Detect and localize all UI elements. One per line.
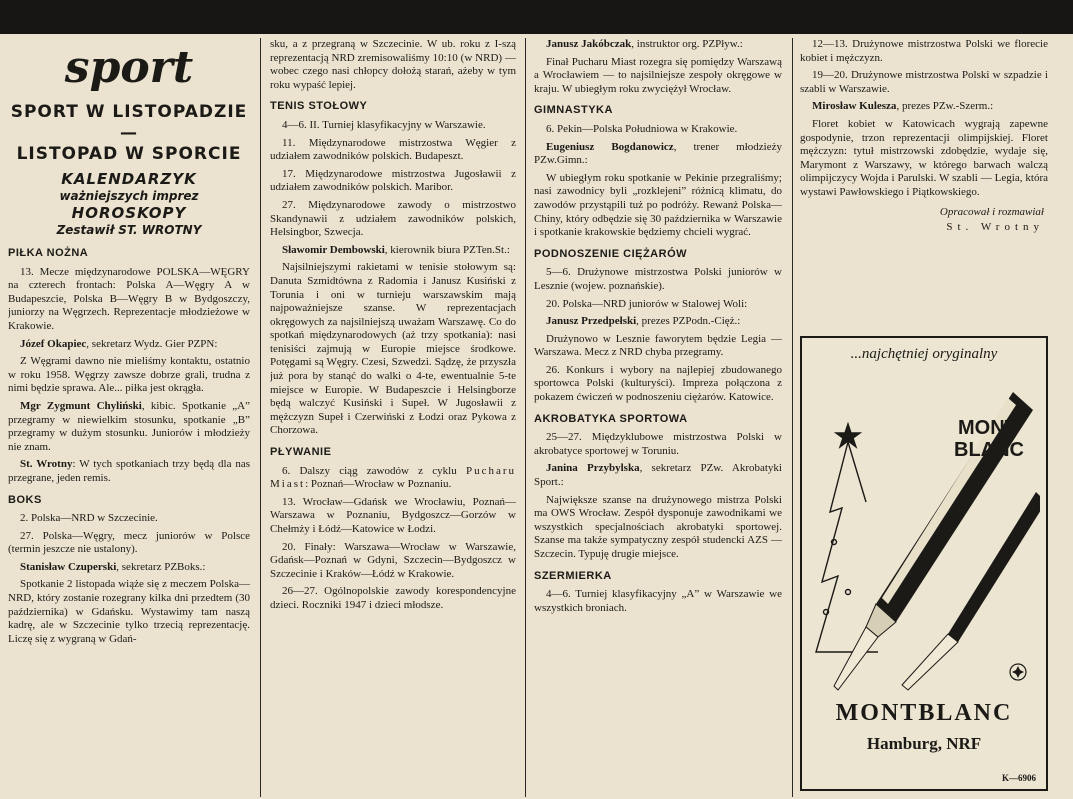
- paragraph: 26—27. Ogólnopolskie zawody korespondencyjne dzieci. Roczniki 1947 i dzieci młodsze.: [270, 585, 516, 611]
- paragraph: 20. Finały: Warszawa—Wrocław w Warszawie, Gdańsk—Poznań w Gdyni, Szczecin—Bydgoszcz w Szczecinie i Kraków—Łódź w Krakowie.: [270, 540, 516, 580]
- paragraph: 13. Wrocław—Gdańsk we Wrocławiu, Poznań—Warszawa w Poznaniu, Bydgoszcz—Gorzów w Chełmży i Łódź—Katowice w Łodzi.: [270, 495, 516, 535]
- paragraph: Najsilniejszymi rakietami w tenisie stołowym są: Danuta Szmidtówna z Radomia i Janusz Kusiński z Torunia i oni w turnieju warszawskim mają najpoważniejsze szanse. W reprezentacjach okręgowych za najsilniejszą uważam Warszawę. Co do spotkań międzynarodowych (aż trzy spotkania): nasi tenisiści zajmują w Europie miejsce środkowe. Potęgami są Węgry. Czesi, Szwedzi. Sądzę, że przyszła już pora by stanąć do walki o 4-te, ewentualnie 5-te miejsce w Europie. W Budapeszcie i Helsingborze będą walczyć Kusiński i Supeł. W Jugosławii z mężczyzn Supeł i Czerwiński z Łodzi oraz Pykowa z Chorzowa.: [270, 261, 516, 437]
- pen-illustration: [808, 372, 1040, 694]
- speaker-role: , sekretarz PZw. Akrobatyki Sport.:: [534, 462, 782, 489]
- speaker-quote: : W tych spotkaniach trzy będą dla nas przegrane, jeden remis.: [8, 458, 250, 484]
- speaker-role: , kierownik biura PZTen.St.:: [384, 243, 510, 256]
- paragraph: 6. Pekin—Polska Południowa w Krakowie.: [546, 122, 738, 135]
- top-black-bar: [0, 0, 1073, 34]
- column-rule: [792, 38, 793, 797]
- paragraph: Floret kobiet w Katowicach wygrają zapewne gospodynie, trzon reprezentacji olimpijskiej. Floret mężczyzn: tytuł mistrzowski zdobędzie, wydaje się, Marymont z Warszawy, w którego barwach walczą olimpijczycy Wojda i Parulski. W szabli — Legia, która wystawi Pawłowskiego i Piątkowskiego.: [800, 117, 1048, 198]
- paragraph: 5—6. Drużynowe mistrzostwa Polski juniorów w Lesznie (wojew. poznańskie).: [534, 266, 782, 292]
- paragraph: [534, 141, 782, 168]
- paragraph: W ubiegłym roku spotkanie w Pekinie przegraliśmy; nasi zawodnicy byli „rozklejeni” różnicą klimatu, do zawodów przystąpili tuż po podróży. Rewanż Polska—Chiny, który odbędzie się 30 października w Warszawie i spotkanie krakowskie będziemy chcieli wygrać.: [534, 171, 782, 239]
- paragraph: 13. Mecze międzynarodowe POLSKA—WĘGRY na czterech frontach: Polska A—Węgry A w Budapeszcie, Polska B—Węgry B w Bydgoszczy, juniorzy na Węgrzech. Reprezentacje młodzieżowe w Krakowie.: [8, 265, 250, 332]
- speaker-role: , instruktor org. PZPływ.:: [631, 38, 743, 50]
- paragraph: 19—20. Drużynowe mistrzostwa Polski w szpadzie i szabli w Warszawie.: [800, 69, 1048, 95]
- paragraph: 17. Międzynarodowe mistrzostwa Jugosławii z udziałem zawodników polskich. Maribor.: [270, 167, 516, 194]
- section-heading: PODNOSZENIE CIĘŻARÓW: [534, 247, 688, 260]
- tree-icon: [816, 424, 878, 652]
- speaker-quote: , kibic. Spotkanie „A” przegramy w niewielkim stosunku, spotkanie „B” przegramy w dużym stosunku. Juniorów i młodzieży nie znam.: [8, 399, 250, 453]
- speaker-role: , trener młodzieży PZw.Gimn.:: [534, 140, 782, 167]
- paragraph: 11. Międzynarodowe mistrzostwa Węgier z udziałem zawodników polskich. Budapeszt.: [270, 136, 516, 163]
- speaker-name: Janina Przybylska: [546, 462, 640, 475]
- section-heading: BOKS: [8, 493, 42, 506]
- ad-city: Hamburg, NRF: [866, 734, 982, 753]
- speaker-name: Janusz Jakóbczak: [546, 38, 632, 50]
- author-signature: St. Wrotny: [946, 221, 1044, 234]
- column-1: [8, 38, 250, 797]
- speaker-name: Józef Okapiec: [20, 337, 87, 350]
- sport-logo: sport: [64, 42, 194, 93]
- paragraph: Spotkanie 2 listopada wiąże się z meczem Polska—NRD, który zostanie rozegrany kilka dni przedtem (30 października) w Gdańsku. Wystawimy tam naszą kadrę, ale w Szczecinie tylko trzecią reprezentację. Liczę się z wygraną w Gdań-: [8, 578, 250, 645]
- text-run: 6. Dalszy ciąg zawodów z cyklu: [282, 464, 466, 477]
- column-2: [270, 38, 516, 797]
- text-run: : Poznań—Wrocław w Poznaniu.: [305, 478, 452, 491]
- paragraph: Drużynowo w Lesznie faworytem będzie Legia — Warszawa. Mecz z NRD chyba przegramy.: [534, 332, 782, 359]
- author-credit: Opracował i rozmawiał: [939, 205, 1044, 218]
- paragraph: sku, a z przegraną w Szczecinie. W ub. roku z I-szą reprezentacją NRD zremisowaliśmy 10:10 (w NRD) — wobec czego nasi chłopcy dołożą starań, ażeby w tym roku wypaść lepiej.: [270, 38, 516, 91]
- section-heading: TENIS STOŁOWY: [270, 100, 368, 113]
- paragraph: 26. Konkurs i wybory na najlepiej zbudowanego sportowca Polski (kulturyści). Impreza połączona z pokazem ćwiczeń w podnoszeniu ciężarów. Katowice.: [534, 363, 782, 404]
- column-3: [534, 38, 782, 797]
- paragraph: [534, 38, 782, 52]
- paragraph: 12—13. Drużynowe mistrzostwa Polski we florecie kobiet i mężczyzn.: [800, 38, 1048, 64]
- pen-brand-line-1: MONT: [958, 417, 1017, 439]
- speaker-name: Mirosław Kulesza: [812, 100, 897, 113]
- paragraph: 4—6. Turniej klasyfikacyjny „A” w Warszawie we wszystkich broniach.: [534, 588, 782, 614]
- section-heading: SZERMIERKA: [534, 569, 612, 582]
- paragraph: Największe szanse na drużynowego mistrza Polski ma OWS Wrocław. Zespół dysponuje zawodnikami we wszystkich specjalnościach akrobatyki sportowej. Szanse ma także sympatyczny zespół studencki AZS — Szczecin. Typuję drugie miejsce.: [534, 493, 782, 560]
- paragraph: [800, 100, 1048, 114]
- pen-icon: [902, 492, 1040, 690]
- paragraph: [270, 244, 516, 258]
- headline-line-2: LISTOPAD W SPORCIE: [16, 144, 242, 164]
- subtitle-kalendarzyk: KALENDARZYK: [61, 170, 197, 188]
- speaker-name: Mgr Zygmunt Chyliński: [20, 399, 142, 412]
- paragraph: 27. Międzynarodowe zawody o mistrzostwo Skandynawii z udziałem zawodników polskich, Helsingbor, Szwecja.: [270, 198, 516, 239]
- paragraph: 4—6. II. Turniej klasyfikacyjny w Warszawie.: [282, 118, 486, 131]
- column-rule: [525, 38, 526, 797]
- ad-tagline: ...najchętniej oryginalny: [850, 346, 998, 362]
- paragraph: Finał Pucharu Miast rozegra się pomiędzy Warszawą a Wrocławiem — to najsilniejsze zespoły okręgowe w kraju. W ubiegłym roku zwyciężył Wrocław.: [534, 55, 782, 95]
- paragraph: [270, 465, 516, 492]
- speaker-role: , sekretarz PZBoks.:: [116, 560, 206, 573]
- section-heading: PŁYWANIE: [270, 446, 332, 459]
- paragraph: [8, 561, 250, 575]
- section-heading: GIMNASTYKA: [534, 104, 613, 117]
- paragraph: Z Węgrami dawno nie mieliśmy kontaktu, ostatnio w roku 1958. Węgrzy zawsze dobrze grali, trudna z nimi będzie sprawa. Ale... piłka jest okrągła.: [8, 355, 250, 395]
- column-rule: [260, 38, 261, 797]
- ad-code: K—6906: [1001, 773, 1036, 783]
- speaker-role: , prezes PZPodn.-Cięż.:: [636, 315, 741, 328]
- speaker-name: St. Wrotny: [20, 458, 73, 471]
- speaker-name: Janusz Przedpełski: [546, 315, 637, 328]
- headline-line-1: SPORT W LISTOPADZIE —: [10, 102, 248, 143]
- paragraph: 20. Polska—NRD juniorów w Stalowej Woli:: [546, 297, 748, 310]
- spaced-text: Pucharu Miast: [270, 464, 516, 491]
- paragraph: 25—27. Międzyklubowe mistrzostwa Polski w akrobatyce sportowej w Toruniu.: [534, 431, 782, 457]
- paragraph: 27. Polska—Węgry, mecz juniorów w Polsce (termin jeszcze nie ustalony).: [8, 529, 250, 556]
- paragraph: [8, 400, 250, 454]
- speaker-role: , prezes PZw.-Szerm.:: [896, 100, 994, 113]
- ad-brand: MONTBLANC: [835, 700, 1013, 726]
- speaker-name: Sławomir Dembowski: [282, 243, 385, 256]
- paragraph: [8, 458, 250, 485]
- subtitle-horoskopy: HOROSKOPY: [71, 204, 187, 222]
- column-4: [800, 38, 1048, 330]
- paragraph: 2. Polska—NRD w Szczecinie.: [20, 512, 158, 525]
- paragraph: [8, 338, 250, 352]
- pen-brand-line-2: BLANC: [954, 439, 1024, 461]
- speaker-name: Eugeniusz Bogdanowicz: [546, 140, 674, 153]
- section-heading: AKROBATYKA SPORTOWA: [534, 412, 688, 425]
- headline: [8, 102, 250, 165]
- paragraph: [534, 315, 782, 329]
- subtitle-author: Zestawił ST. WROTNY: [56, 223, 202, 237]
- montblanc-advertisement: [800, 336, 1048, 791]
- montblanc-star-icon: [1010, 664, 1026, 680]
- subtitle-imprez: ważniejszych imprez: [59, 189, 199, 203]
- section-heading: PIŁKA NOŻNA: [8, 247, 89, 259]
- paragraph: [534, 462, 782, 489]
- speaker-name: Stanisław Czuperski: [20, 560, 117, 573]
- speaker-role: , sekretarz Wydz. Gier PZPN:: [86, 337, 218, 350]
